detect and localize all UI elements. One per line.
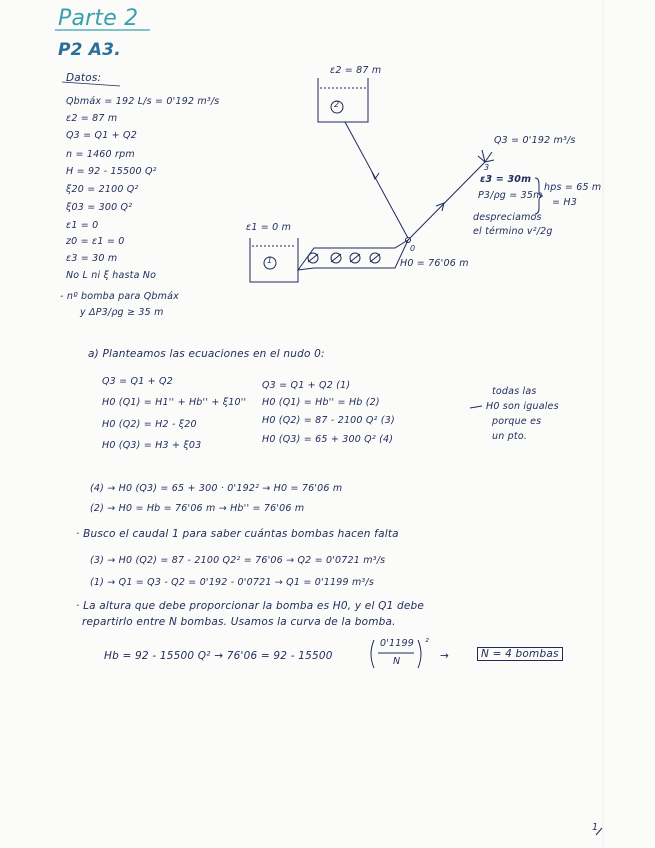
equation-right: Q3 = Q1 + Q2 (1): [262, 380, 351, 391]
side-note-line: porque es: [492, 416, 542, 427]
e3-label: ε3 = 30m: [480, 174, 532, 185]
tank-1-number: 1: [267, 256, 273, 265]
step-intro: · Busco el caudal 1 para saber cuántas bombas hacen falta: [76, 528, 399, 540]
datos-line: ε1 = 0: [66, 220, 99, 231]
step-intro: repartirlo entre N bombas. Usamos la curva de la bomba.: [82, 616, 396, 628]
side-note-line: un pto.: [492, 431, 528, 442]
equation-right: H0 (Q1) = Hb'' = Hb (2): [262, 397, 380, 408]
datos-line: Q3 = Q1 + Q2: [66, 130, 137, 141]
h0-label: H0 = 76'06 m: [400, 258, 469, 269]
node-3-label: 3: [484, 163, 490, 172]
paren-left: [371, 640, 374, 668]
q3-label: Q3 = 0'192 m³/s: [494, 135, 576, 146]
page-title: Parte 2: [58, 6, 139, 31]
result-line: (2) → H0 = Hb = 76'06 m → Hb'' = 76'06 m: [90, 503, 305, 514]
datos-label: Datos:: [66, 72, 102, 84]
result-line: (4) → H0 (Q3) = 65 + 300 · 0'192² → H0 = 76'06 m: [90, 483, 343, 494]
datos-line: y ΔP3/ρg ≥ 35 m: [80, 307, 164, 318]
node-0-label: 0: [410, 244, 416, 253]
desprec-note-2: el término v²/2g: [473, 226, 553, 237]
tank-2-number: 2: [334, 100, 340, 109]
side-note-line: todas las: [492, 386, 537, 397]
datos-line: ξ20 = 2100 Q²: [66, 184, 139, 195]
datos-line: H = 92 - 15500 Q²: [66, 166, 157, 177]
equation-right: H0 (Q2) = 87 - 2100 Q² (3): [262, 415, 395, 426]
page-number: 1: [592, 822, 599, 833]
datos-line: n = 1460 rpm: [66, 149, 135, 160]
equation-left: H0 (Q3) = H3 + ξ03: [102, 440, 202, 451]
equation-left: H0 (Q2) = H2 - ξ20: [102, 419, 197, 430]
implies-arrow: →: [440, 650, 449, 662]
datos-line: z0 = ε1 = 0: [66, 236, 125, 247]
e2-label: ε2 = 87 m: [330, 65, 382, 76]
datos-line: ξ03 = 300 Q²: [66, 202, 133, 213]
e1-label: ε1 = 0 m: [246, 222, 292, 233]
datos-line: ε2 = 87 m: [66, 113, 118, 124]
side-note-line: H0 son iguales: [486, 401, 559, 412]
result-line: (3) → H0 (Q2) = 87 - 2100 Q2² = 76'06 → Q2 = 0'0721 m³/s: [90, 555, 386, 566]
h3-label: = H3: [552, 197, 577, 208]
fraction-exponent: ²: [425, 637, 430, 648]
paren-right: [418, 640, 421, 668]
p3-label: P3/ρg = 35m: [478, 190, 543, 201]
section-a-intro: a) Planteamos las ecuaciones en el nudo 0:: [88, 348, 325, 360]
step-intro: · La altura que debe proporcionar la bomba es H0, y el Q1 debe: [76, 600, 425, 612]
datos-line: - nº bomba para Qbmáx: [60, 291, 179, 302]
desprec-note-1: despreciamos: [473, 212, 542, 223]
problem-id: P2 A3.: [58, 40, 121, 60]
fraction-numerator: 0'1199: [380, 638, 415, 649]
equation-left: H0 (Q1) = H1'' + Hb'' + ξ10'': [102, 397, 247, 408]
equation-left: Q3 = Q1 + Q2: [102, 376, 173, 387]
hps-label: hps = 65 m: [544, 182, 602, 193]
equation-right: H0 (Q3) = 65 + 300 Q² (4): [262, 434, 394, 445]
datos-line: ε3 = 30 m: [66, 253, 118, 264]
result-line: (1) → Q1 = Q3 - Q2 = 0'192 - 0'0721 → Q1 = 0'1199 m³/s: [90, 577, 374, 588]
answer-box: N = 4 bombas: [477, 647, 563, 661]
final-equation: Hb = 92 - 15500 Q² → 76'06 = 92 - 15500: [104, 650, 333, 662]
datos-line: Qbmáx = 192 L/s = 0'192 m³/s: [66, 96, 220, 107]
fraction-denominator: N: [393, 656, 401, 667]
datos-line: No L ni ξ hasta No: [66, 270, 157, 281]
